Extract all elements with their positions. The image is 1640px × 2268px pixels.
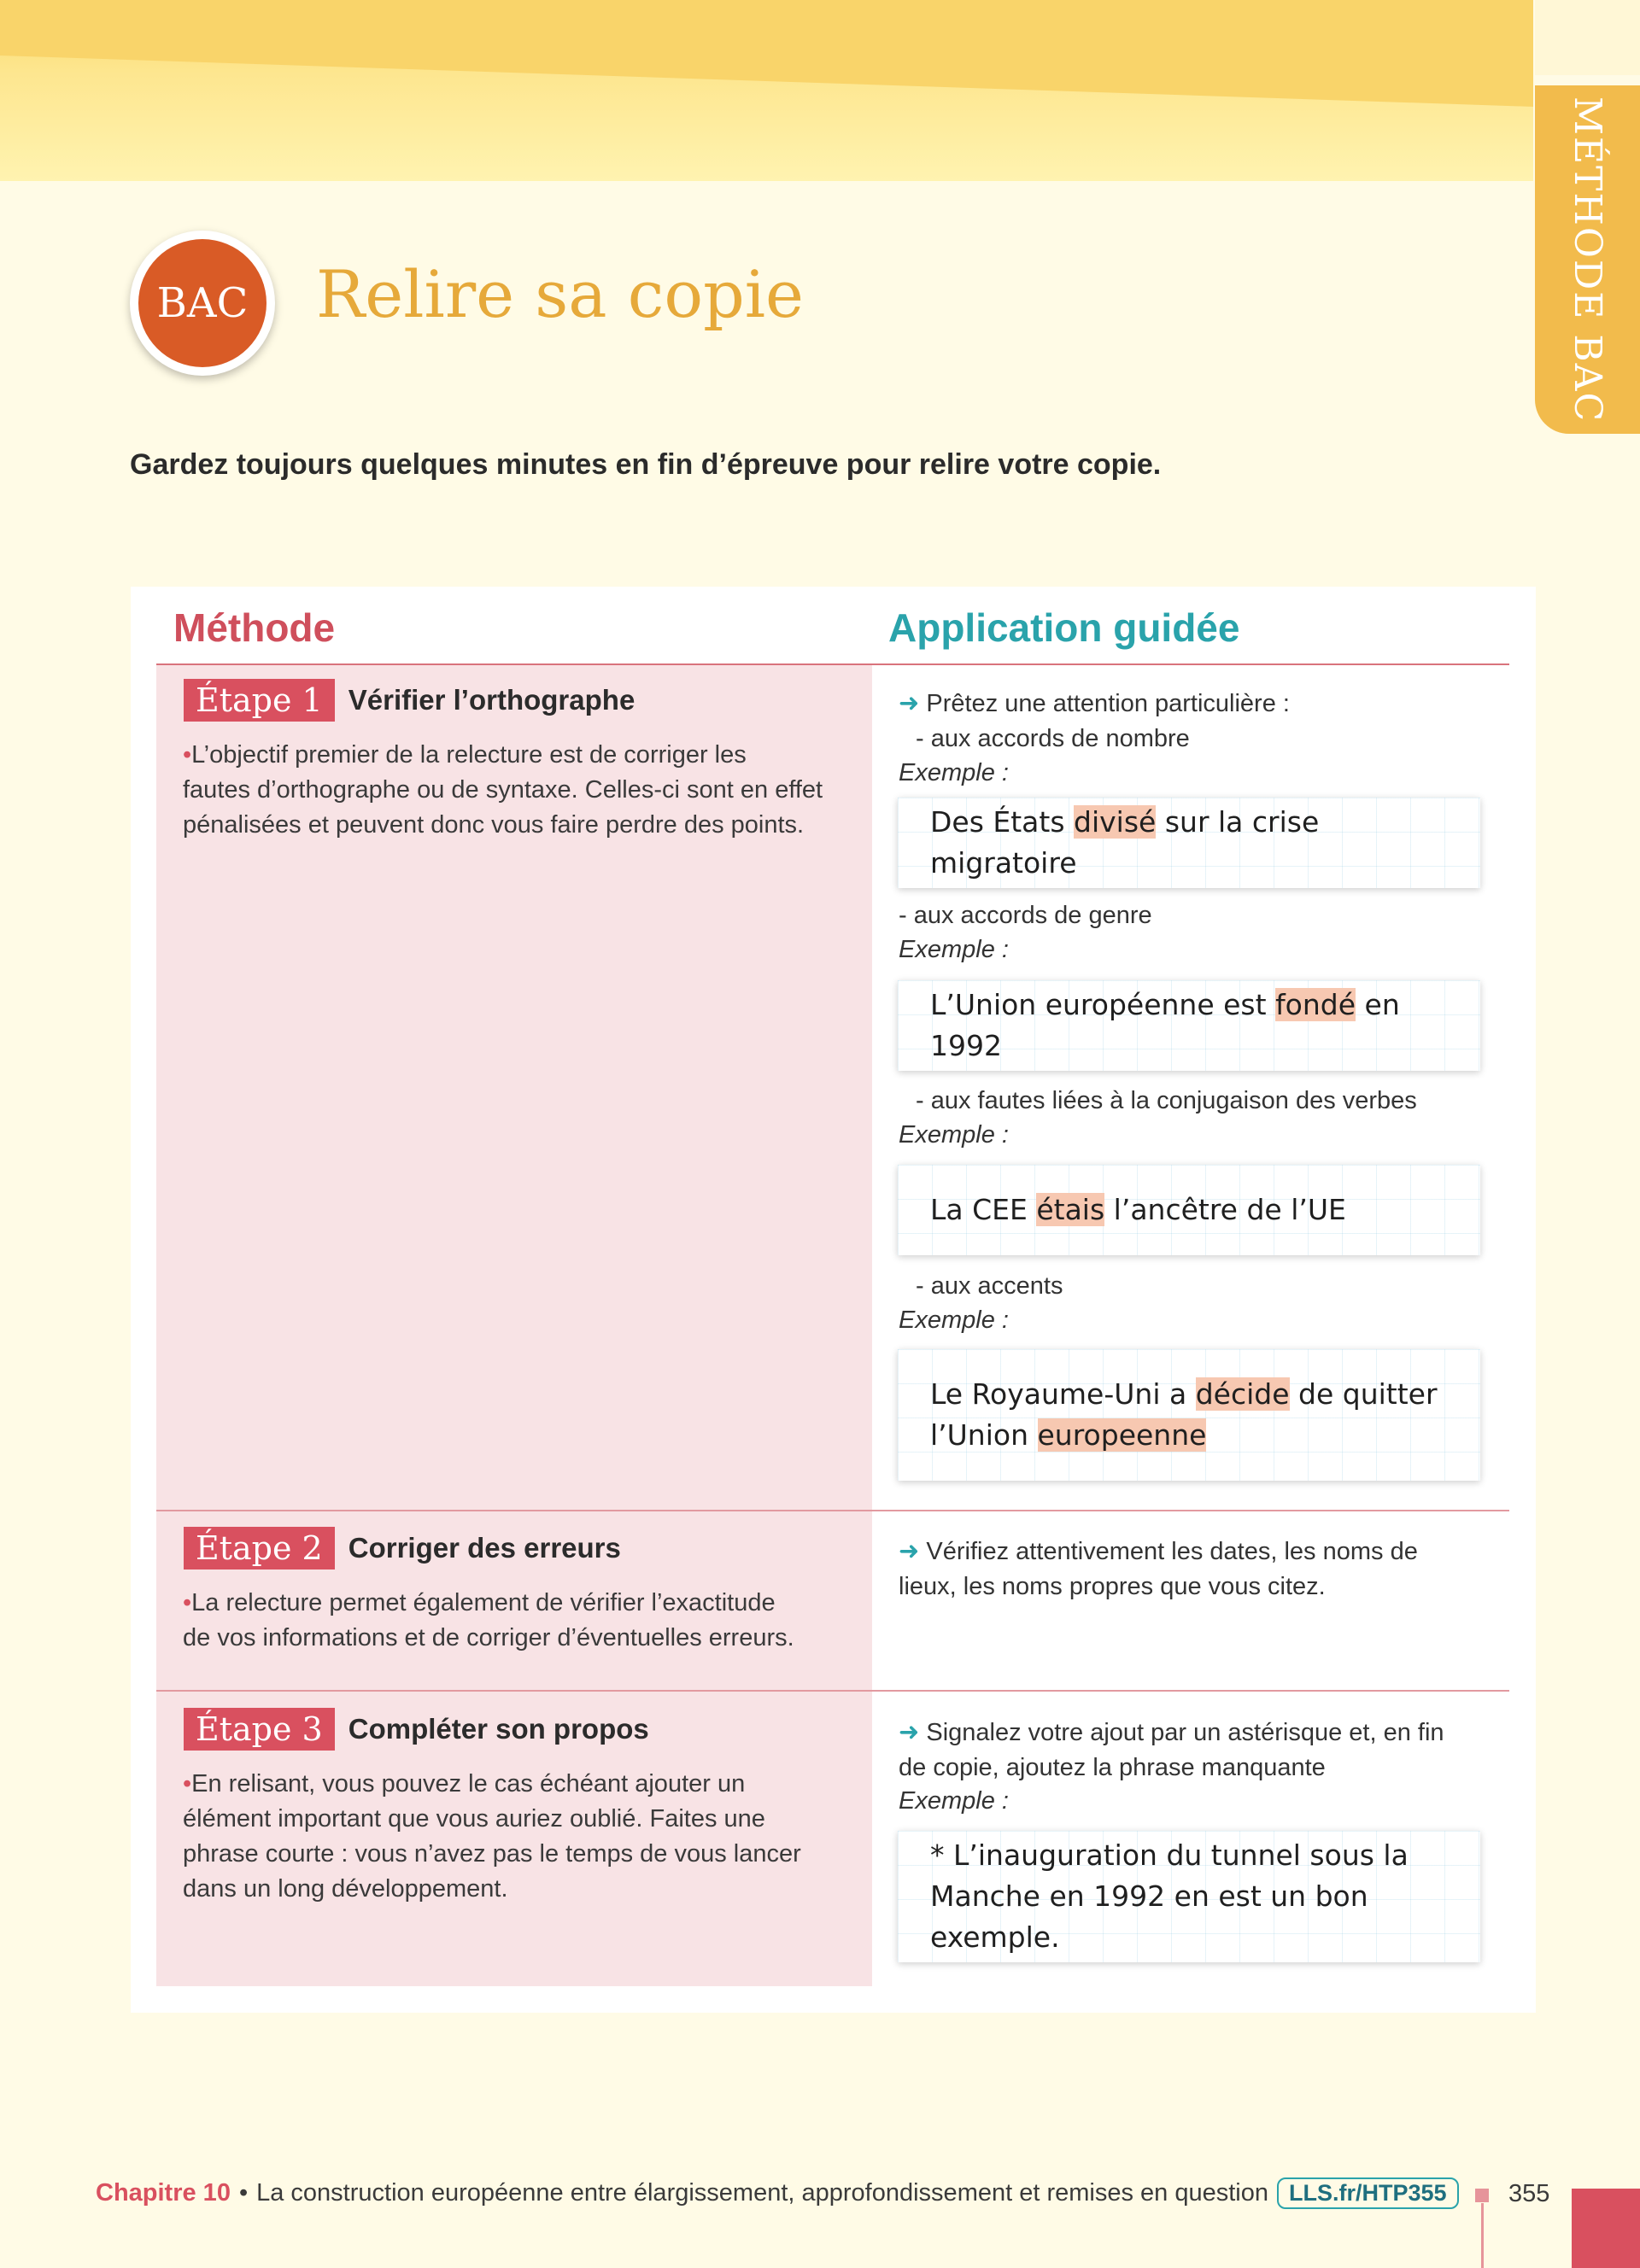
footer — [96, 2177, 1459, 2209]
example-note-1 — [898, 798, 1480, 888]
step-3-line: élément important que vous auriez oublié. Faites une — [183, 1805, 765, 1833]
note-text: sur la crise migratoire — [930, 805, 1320, 880]
page-title: Relire sa copie — [316, 256, 805, 332]
bac-badge-label: BAC — [156, 279, 249, 327]
footer-chapter: Chapitre 10 — [96, 2179, 231, 2207]
side-tab-text: MÉTHODE BAC — [1566, 96, 1609, 424]
step-3-tag: Étape 3 — [184, 1708, 335, 1751]
header-divider — [156, 663, 1509, 665]
note-text: en 1992 — [930, 988, 1400, 1062]
note-text: La CEE — [930, 1193, 1037, 1226]
step-1-line: fautes d’orthographe ou de syntaxe. Celles-ci sont en effet — [183, 776, 823, 804]
example-label: Exemple : — [899, 1787, 1009, 1815]
side-tab-label — [1535, 85, 1640, 434]
bullet-icon: • — [183, 1589, 192, 1616]
intro-text: Gardez toujours quelques minutes en fin d’épreuve pour relire votre copie. — [130, 448, 1162, 481]
step-1-tag: Étape 1 — [184, 679, 335, 722]
footer-square-icon — [1475, 2189, 1489, 2202]
step-3-line: En relisant, vous pouvez le cas échéant ajouter un — [191, 1770, 746, 1797]
step-2-title: Corriger des erreurs — [348, 1532, 621, 1564]
step-1-line: pénalisées et peuvent donc vous faire perdre des points. — [183, 811, 805, 839]
row-divider-1 — [156, 1510, 1509, 1511]
step-1-line: L’objectif premier de la relecture est de corriger les — [191, 741, 747, 769]
arrow-right-icon: ➜ — [899, 1538, 920, 1565]
note-text: Des États — [930, 805, 1075, 839]
note-line — [930, 802, 1448, 884]
error-highlight: europeenne — [1037, 1418, 1207, 1452]
app-1-intro-text: Prêtez une attention particulière : — [926, 690, 1290, 717]
step-2-tag: Étape 2 — [184, 1527, 335, 1569]
note-line: * L’inauguration du tunnel sous la — [930, 1838, 1409, 1872]
app-3-line: Signalez votre ajout par un astérisque et, en fin — [926, 1719, 1444, 1746]
step-2-header — [184, 1527, 621, 1569]
step-3-title: Compléter son propos — [348, 1713, 649, 1745]
side-strip — [1535, 0, 1640, 75]
corner-block — [1572, 2189, 1640, 2268]
app-1-item-2-label: - aux accords de genre — [899, 902, 1152, 929]
step-1-header — [184, 679, 635, 722]
example-note-5 — [898, 1831, 1480, 1962]
example-note-4 — [898, 1349, 1480, 1481]
arrow-right-icon: ➜ — [899, 690, 920, 717]
bac-badge-inner — [138, 239, 266, 367]
step-2-text — [183, 1586, 794, 1656]
step-3-line: dans un long développement. — [183, 1875, 508, 1903]
note-line — [930, 1374, 1448, 1415]
app-1-item-3-label: - aux fautes liées à la conjugaison des verbes — [916, 1087, 1417, 1114]
bullet-icon: • — [183, 1770, 192, 1797]
step-2-line: de vos informations et de corriger d’éventuelles erreurs. — [183, 1624, 794, 1651]
app-1-item-1-label: - aux accords de nombre — [916, 725, 1190, 752]
note-text: l’ancêtre de l’UE — [1104, 1193, 1346, 1226]
app-3-text — [899, 1716, 1483, 1786]
note-line — [930, 1190, 1448, 1230]
note-text: de quitter — [1289, 1377, 1438, 1411]
method-column-heading: Méthode — [173, 605, 336, 650]
row-divider-2 — [156, 1690, 1509, 1692]
step-1-title: Vérifier l’orthographe — [348, 684, 636, 716]
note-line — [930, 1415, 1448, 1456]
step-3-header — [184, 1708, 649, 1751]
example-label: Exemple : — [899, 1306, 1009, 1334]
step-3-line: phrase courte : vous n’avez pas le temps de vous lancer — [183, 1840, 801, 1868]
footer-link[interactable]: LLS.fr/HTP355 — [1277, 2177, 1459, 2209]
arrow-right-icon: ➜ — [899, 1719, 920, 1746]
app-1-item-4-label: - aux accents — [916, 1272, 1063, 1300]
step-1-text — [183, 738, 823, 843]
example-note-2 — [898, 980, 1480, 1071]
example-note-3 — [898, 1165, 1480, 1255]
footer-separator: • — [238, 2179, 249, 2207]
example-label: Exemple : — [899, 936, 1009, 963]
app-3-line: de copie, ajoutez la phrase manquante — [899, 1754, 1326, 1781]
note-line — [930, 985, 1448, 1067]
note-line: Manche en 1992 en est un bon exemple. — [930, 1879, 1368, 1954]
footer-chapter-title: La construction européenne entre élargissement, approfondissement et remises en question — [256, 2179, 1268, 2207]
app-2-text — [899, 1534, 1483, 1605]
footer-line — [1481, 2203, 1484, 2268]
error-highlight: décide — [1195, 1377, 1290, 1411]
error-highlight: étais — [1036, 1193, 1105, 1226]
example-label: Exemple : — [899, 1121, 1009, 1149]
step-3-text — [183, 1767, 801, 1907]
app-2-line: Vérifiez attentivement les dates, les noms de — [926, 1538, 1418, 1565]
error-highlight: fondé — [1275, 988, 1356, 1021]
page-number: 355 — [1508, 2180, 1550, 2207]
bullet-icon: • — [183, 741, 192, 769]
bac-badge — [130, 231, 275, 376]
note-text: L’Union européenne est — [930, 988, 1276, 1021]
example-label: Exemple : — [899, 759, 1009, 786]
application-column-heading: Application guidée — [888, 605, 1240, 650]
error-highlight: divisé — [1074, 805, 1157, 839]
app-2-line: lieux, les noms propres que vous citez. — [899, 1573, 1326, 1600]
app-1-intro — [899, 687, 1290, 722]
note-text: Le Royaume-Uni a — [930, 1377, 1196, 1411]
note-text: l’Union — [930, 1418, 1038, 1452]
step-2-line: La relecture permet également de vérifier l’exactitude — [191, 1589, 776, 1616]
